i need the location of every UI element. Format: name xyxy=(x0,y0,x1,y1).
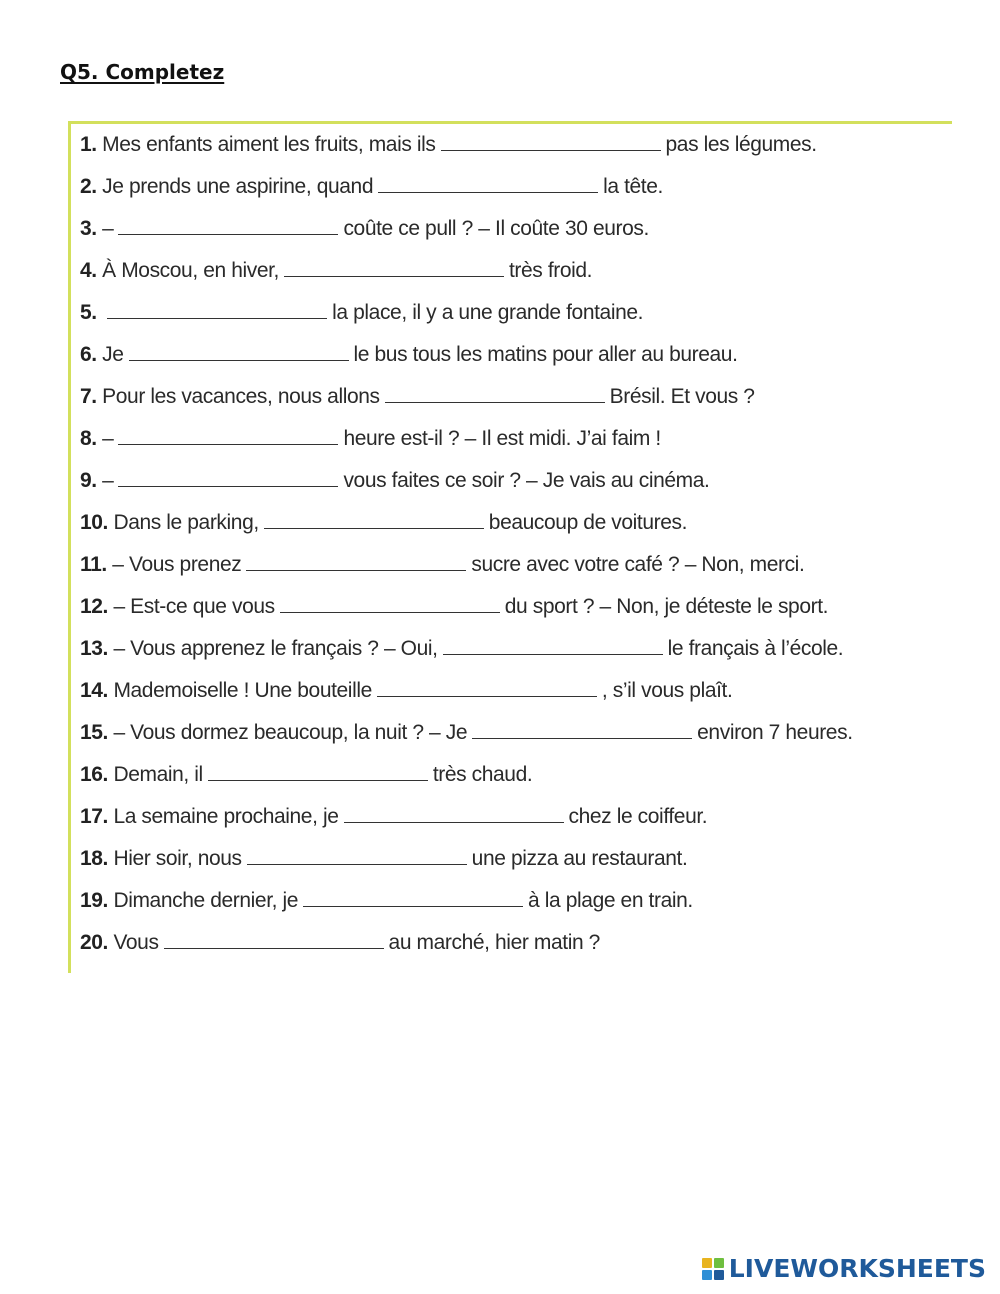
answer-blank[interactable] xyxy=(443,653,663,655)
question-item xyxy=(80,502,853,544)
answer-blank[interactable] xyxy=(344,821,564,823)
question-item xyxy=(80,586,853,628)
answer-blank[interactable] xyxy=(246,569,466,571)
question-number: 20. xyxy=(80,931,108,954)
question-number: 7. xyxy=(80,385,97,408)
question-number: 17. xyxy=(80,805,108,828)
question-text-before: – Vous dormez beaucoup, la nuit ? – Je xyxy=(113,721,468,744)
question-text-before: Je xyxy=(102,343,124,366)
question-text-after: pas les légumes. xyxy=(665,133,817,156)
question-number: 18. xyxy=(80,847,108,870)
question-text-after: sucre avec votre café ? – Non, merci. xyxy=(471,553,805,576)
question-text-after: la place, il y a une grande fontaine. xyxy=(332,301,644,324)
question-text-after: vous faites ce soir ? – Je vais au cinéma. xyxy=(343,469,710,492)
question-number: 16. xyxy=(80,763,108,786)
answer-blank[interactable] xyxy=(385,401,605,403)
answer-blank[interactable] xyxy=(472,737,692,739)
answer-blank[interactable] xyxy=(378,191,598,193)
logo-icon-square-2 xyxy=(714,1258,724,1268)
question-number: 13. xyxy=(80,637,108,660)
question-text-before: – Vous apprenez le français ? – Oui, xyxy=(113,637,438,660)
question-number: 19. xyxy=(80,889,108,912)
answer-blank[interactable] xyxy=(264,527,484,529)
question-text-before: Hier soir, nous xyxy=(113,847,242,870)
question-text-after: Brésil. Et vous ? xyxy=(609,385,755,408)
question-item xyxy=(80,544,853,586)
answer-blank[interactable] xyxy=(164,947,384,949)
question-text-before: Je prends une aspirine, quand xyxy=(102,175,374,198)
question-item xyxy=(80,754,853,796)
question-item xyxy=(80,292,853,334)
question-text-after: coûte ce pull ? – Il coûte 30 euros. xyxy=(343,217,649,240)
question-text-before: Mes enfants aiment les fruits, mais ils xyxy=(102,133,436,156)
question-item xyxy=(80,628,853,670)
question-text-after: le français à l’école. xyxy=(667,637,844,660)
question-text-before: Mademoiselle ! Une bouteille xyxy=(113,679,372,702)
logo-icon-square-4 xyxy=(714,1270,724,1280)
question-text-before: Vous xyxy=(113,931,159,954)
question-number: 1. xyxy=(80,133,97,156)
question-item xyxy=(80,418,853,460)
logo-icon-square-1 xyxy=(702,1258,712,1268)
question-number: 14. xyxy=(80,679,108,702)
question-item xyxy=(80,880,853,922)
question-text-after: très chaud. xyxy=(432,763,533,786)
question-number: 2. xyxy=(80,175,97,198)
question-text-before: Pour les vacances, nous allons xyxy=(102,385,380,408)
question-text-before: – xyxy=(102,217,114,240)
question-text-before: – xyxy=(102,469,114,492)
question-text-before: La semaine prochaine, je xyxy=(113,805,339,828)
logo-icon-square-3 xyxy=(702,1270,712,1280)
answer-blank[interactable] xyxy=(377,695,597,697)
answer-blank[interactable] xyxy=(284,275,504,277)
question-text-after: , s’il vous plaît. xyxy=(601,679,733,702)
question-text-after: une pizza au restaurant. xyxy=(471,847,688,870)
answer-blank[interactable] xyxy=(303,905,523,907)
liveworksheets-logo xyxy=(702,1254,986,1283)
question-number: 5. xyxy=(80,301,97,324)
question-text-after: heure est-il ? – Il est midi. J’ai faim ! xyxy=(343,427,661,450)
question-list xyxy=(80,124,853,964)
liveworksheets-logo-text: LIVEWORKSHEETS xyxy=(728,1254,986,1283)
answer-blank[interactable] xyxy=(107,317,327,319)
question-text-before: – Vous prenez xyxy=(112,553,242,576)
question-item xyxy=(80,124,853,166)
question-text-before: – xyxy=(102,427,114,450)
question-text-after: le bus tous les matins pour aller au bureau. xyxy=(353,343,738,366)
question-number: 15. xyxy=(80,721,108,744)
answer-blank[interactable] xyxy=(129,359,349,361)
question-item xyxy=(80,334,853,376)
question-text-after: beaucoup de voitures. xyxy=(488,511,688,534)
answer-blank[interactable] xyxy=(247,863,467,865)
question-number: 8. xyxy=(80,427,97,450)
question-text-before: Demain, il xyxy=(113,763,203,786)
question-text-after: à la plage en train. xyxy=(528,889,693,912)
answer-blank[interactable] xyxy=(280,611,500,613)
answer-blank[interactable] xyxy=(208,779,428,781)
question-text-after: environ 7 heures. xyxy=(697,721,853,744)
question-text-before: Dans le parking, xyxy=(113,511,259,534)
question-text-before: Dimanche dernier, je xyxy=(113,889,299,912)
question-text-before: – Est-ce que vous xyxy=(113,595,275,618)
question-item xyxy=(80,922,853,964)
question-item xyxy=(80,460,853,502)
question-item xyxy=(80,838,853,880)
answer-blank[interactable] xyxy=(118,485,338,487)
question-text-after: chez le coiffeur. xyxy=(568,805,708,828)
question-text-after: du sport ? – Non, je déteste le sport. xyxy=(504,595,829,618)
exercise-heading: Q5. Completez xyxy=(60,60,225,84)
question-item xyxy=(80,376,853,418)
answer-blank[interactable] xyxy=(118,443,338,445)
question-number: 3. xyxy=(80,217,97,240)
question-number: 9. xyxy=(80,469,97,492)
question-text-before: À Moscou, en hiver, xyxy=(102,259,279,282)
question-item xyxy=(80,166,853,208)
question-number: 11. xyxy=(80,553,107,576)
question-number: 12. xyxy=(80,595,108,618)
question-item xyxy=(80,670,853,712)
question-number: 10. xyxy=(80,511,108,534)
liveworksheets-logo-icon xyxy=(702,1258,724,1280)
answer-blank[interactable] xyxy=(118,233,338,235)
question-item xyxy=(80,712,853,754)
question-text-after: au marché, hier matin ? xyxy=(388,931,600,954)
answer-blank[interactable] xyxy=(441,149,661,151)
question-number: 4. xyxy=(80,259,97,282)
question-text-after: très froid. xyxy=(508,259,593,282)
question-number: 6. xyxy=(80,343,97,366)
question-item xyxy=(80,208,853,250)
question-item xyxy=(80,250,853,292)
question-item xyxy=(80,796,853,838)
question-text-after: la tête. xyxy=(603,175,663,198)
